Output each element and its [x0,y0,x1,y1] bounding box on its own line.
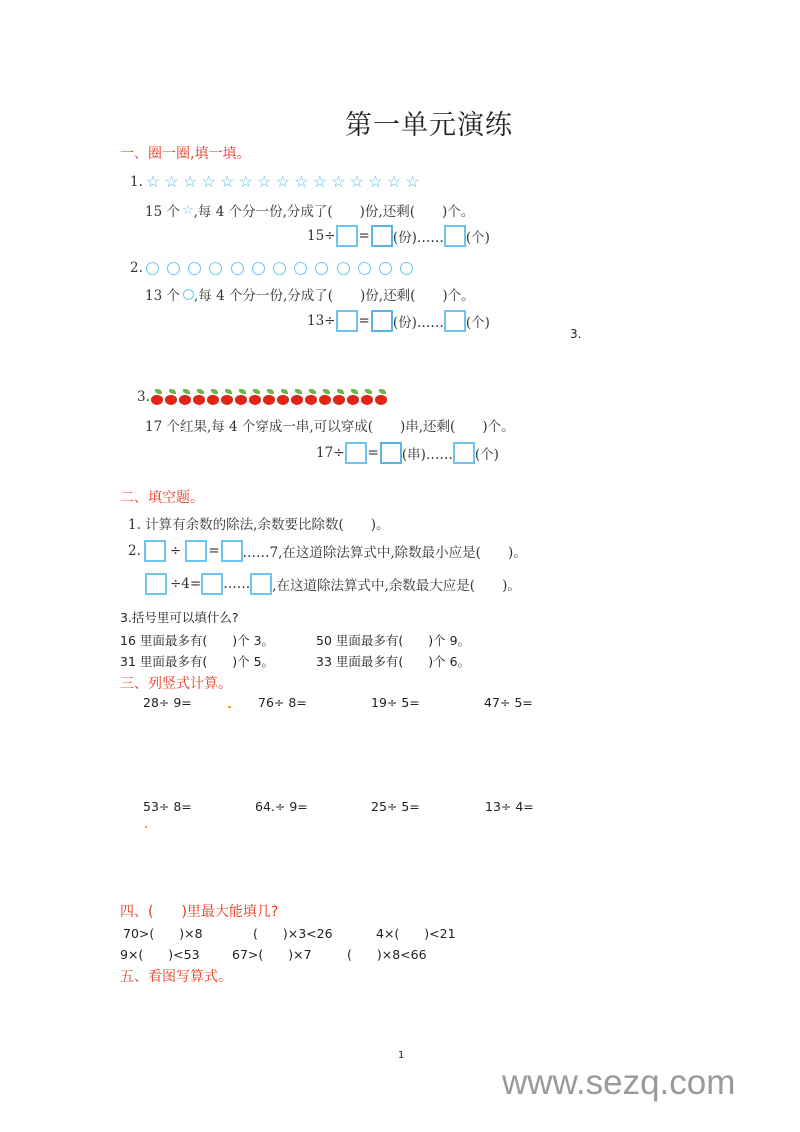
section-2-heading: 二、填空题。 [120,490,204,506]
s2-q3-item: 33 里面最多有( )个 6。 [316,654,471,669]
stray-label: 3. [570,327,582,341]
red-fruit-icon [277,389,289,405]
calc-item: 47÷ 5= [484,695,533,710]
red-fruit-icon [319,389,331,405]
star-icon: ☆ [405,172,420,191]
star-icon: ☆ [182,172,198,191]
red-fruit-icon [361,389,373,405]
answer-box[interactable] [250,573,272,595]
star-icon: ☆ [181,202,194,218]
circle-icon [358,262,371,275]
answer-box[interactable] [201,573,223,595]
s2-q3-item: 31 里面最多有( )个 5。 [120,654,275,669]
stray-mark [228,706,231,708]
red-fruit-icon-group [151,389,389,405]
answer-box[interactable] [336,310,358,332]
red-fruit-icon [165,389,177,405]
answer-box[interactable] [185,540,207,562]
q2-sentence: 13 个 ,每 4 个分一份,分成了( )份,还剩( )个。 [145,288,475,304]
answer-box[interactable] [371,310,393,332]
circle-icon-group [146,262,421,275]
red-fruit-icon [207,389,219,405]
s2-q1: 1. 计算有余数的除法,余数要比除数( )。 [128,517,390,533]
answer-box[interactable] [371,225,393,247]
q2-icon-row [130,260,421,276]
q1-number: 1. [130,174,143,190]
answer-box[interactable] [144,540,166,562]
section-3-heading: 三、列竖式计算。 [120,676,232,692]
compare-item: 9×( )<53 [120,947,200,962]
s2-q2b: ÷4= …… ,在这道除法算式中,余数最大应是( )。 [145,573,521,595]
star-icon-group [146,174,424,190]
compare-item: ( )×3<26 [253,926,333,941]
page-number: 1 [398,1050,405,1061]
red-fruit-icon [333,389,345,405]
s2-q3-item: 16 里面最多有( )个 3。 [120,633,275,648]
calc-item: 25÷ 5= [371,799,420,814]
q1-icon-row [130,174,424,190]
s2-q3-item: 50 里面最多有( )个 9。 [316,633,471,648]
calc-item: 53÷ 8= [143,799,192,814]
star-icon: ☆ [164,172,179,191]
stray-mark [145,826,147,828]
circle-icon [188,262,201,275]
star-icon: ☆ [331,172,346,191]
calc-item: 64.÷ 9= [255,799,308,814]
circle-icon [146,262,159,275]
circle-icon [252,262,265,275]
s2-q3-heading: 3.括号里可以填什么? [120,610,239,625]
star-icon: ☆ [220,172,235,191]
circle-icon [400,262,413,275]
q3-sentence: 17 个红果,每 4 个穿成一串,可以穿成( )串,还剩( )个。 [145,419,515,435]
s2-q2: 2. ÷ = ……7,在这道除法算式中,除数最小应是( )。 [128,540,527,562]
star-icon: ☆ [257,172,272,191]
section-5-heading: 五、看图写算式。 [120,969,232,985]
red-fruit-icon [305,389,317,405]
star-icon: ☆ [145,172,161,191]
red-fruit-icon [221,389,233,405]
star-icon: ☆ [201,172,216,191]
circle-icon [379,262,392,275]
compare-item: 67>( )×7 [232,947,312,962]
red-fruit-icon [151,389,163,405]
star-icon: ☆ [386,172,402,191]
circle-icon [273,262,286,275]
answer-box[interactable] [444,310,466,332]
star-icon: ☆ [312,172,328,191]
circle-icon [167,262,180,275]
red-fruit-icon [291,389,303,405]
q2-equation: 13÷ = (份)…… (个) [307,310,490,332]
calc-item: 76÷ 8= [258,695,307,710]
answer-box[interactable] [345,442,367,464]
star-icon: ☆ [238,172,253,191]
star-icon: ☆ [349,172,365,191]
red-fruit-icon [347,389,359,405]
star-icon: ☆ [275,172,290,191]
section-4-heading: 四、( )里最大能填几? [120,904,279,920]
answer-box[interactable] [145,573,167,595]
q1-equation: 15÷ = (份)…… (个) [307,225,490,247]
circle-icon [231,262,244,275]
calc-item: 28÷ 9= [143,695,192,710]
answer-box[interactable] [444,225,466,247]
section-1-heading: 一、圈一圈,填一填。 [120,146,251,162]
star-icon: ☆ [368,172,383,191]
page-title: 第一单元演练 [345,110,513,141]
answer-box[interactable] [221,540,243,562]
q3-icon-row [137,389,389,405]
q1-sentence: 15 个 ☆ ,每 4 个分一份,分成了( )份,还剩( )个。 [145,202,475,220]
q3-equation: 17÷ = (串)…… (个) [316,442,499,464]
red-fruit-icon [235,389,247,405]
q2-number: 2. [130,260,143,276]
star-icon: ☆ [294,172,309,191]
red-fruit-icon [249,389,261,405]
q3-number: 3. [137,389,150,405]
red-fruit-icon [263,389,275,405]
compare-item: 4×( )<21 [376,926,456,941]
circle-icon [183,289,194,300]
compare-item: 70>( )×8 [123,926,203,941]
calc-item: 19÷ 5= [371,695,420,710]
compare-item: ( )×8<66 [347,947,427,962]
watermark: www.sezq.com [502,1063,736,1102]
circle-icon [294,262,307,275]
circle-icon [209,262,222,275]
red-fruit-icon [375,389,387,405]
answer-box[interactable] [453,442,475,464]
red-fruit-icon [193,389,205,405]
answer-box[interactable] [380,442,402,464]
calc-item: 13÷ 4= [485,799,534,814]
circle-icon [315,262,328,275]
answer-box[interactable] [336,225,358,247]
circle-icon [337,262,350,275]
red-fruit-icon [179,389,191,405]
